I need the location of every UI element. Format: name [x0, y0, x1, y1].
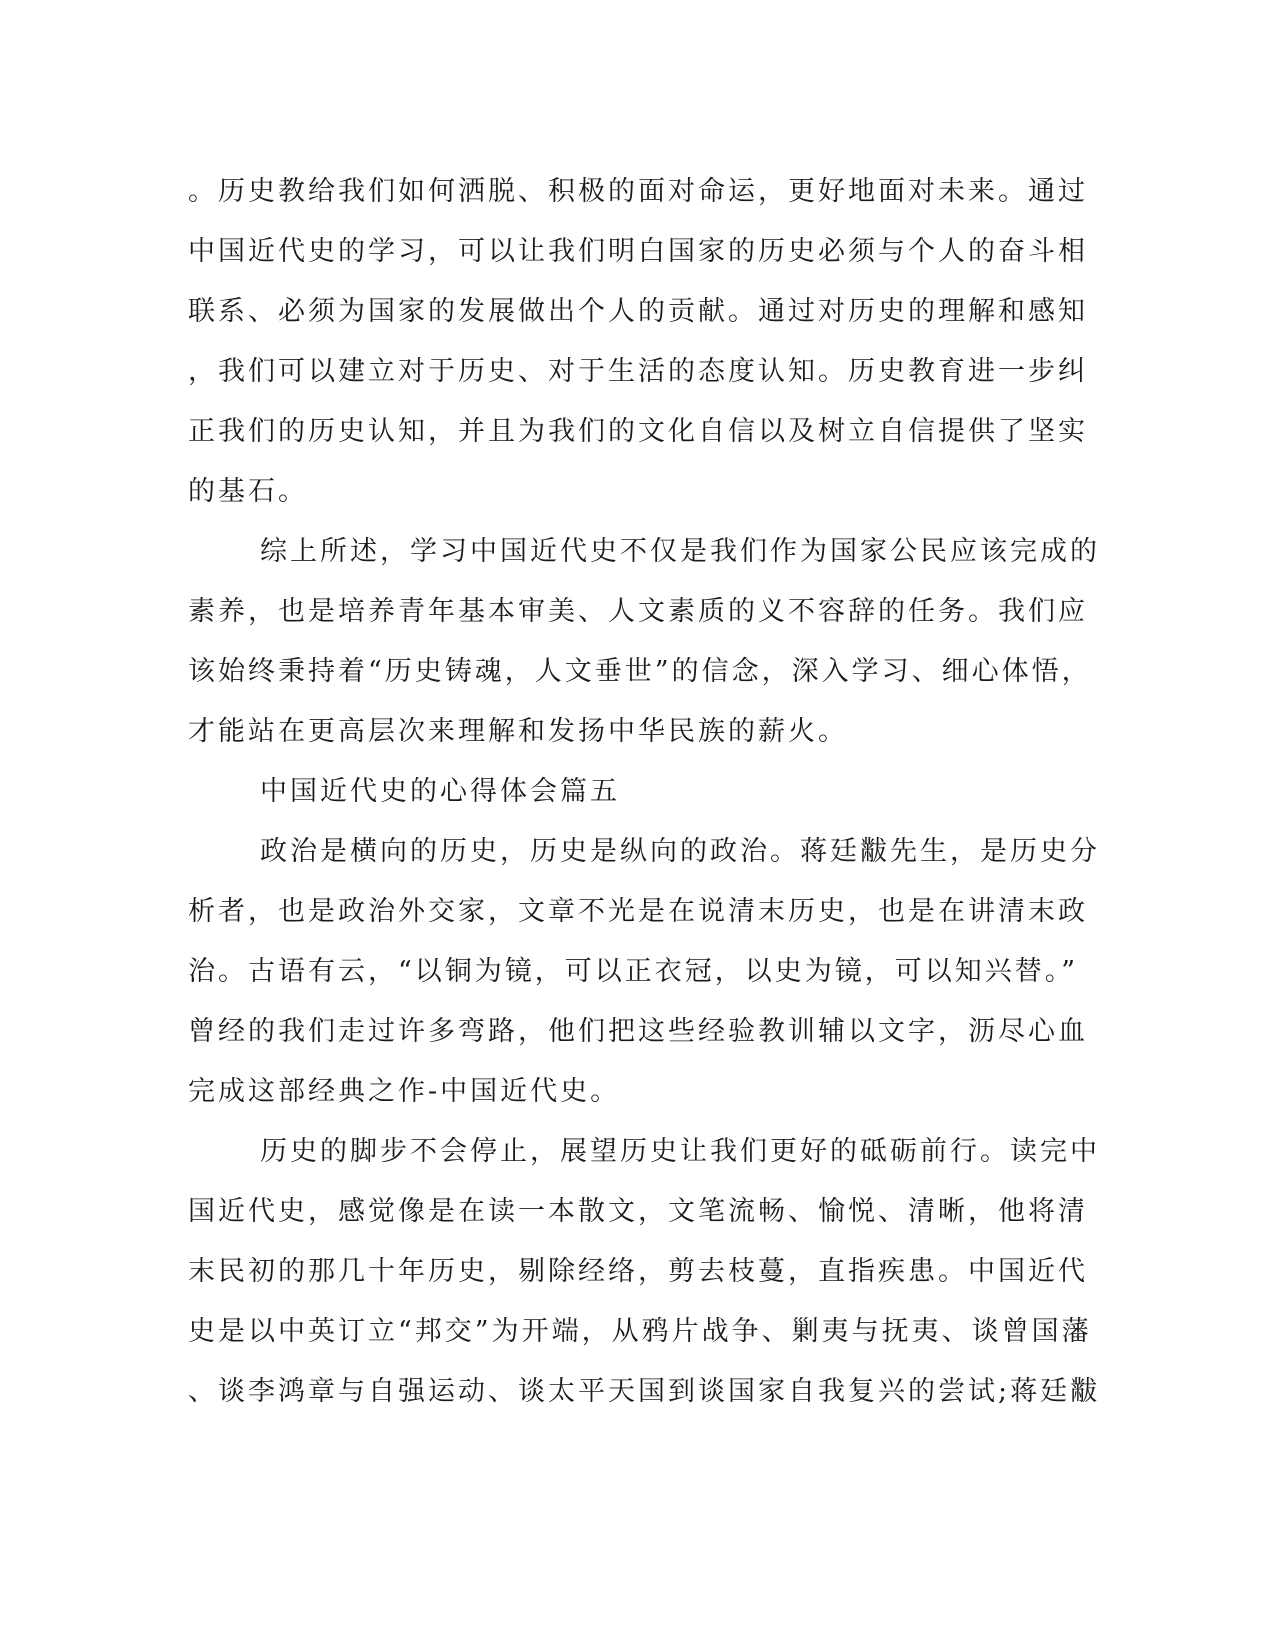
text-line: 该始终秉持着“历史铸魂，人文垂世”的信念，深入学习、细心体悟，	[188, 656, 1092, 687]
text-line: 的基石。	[188, 476, 308, 507]
text-line: 、谈李鸿章与自强运动、谈太平天国到谈国家自我复兴的尝试;蒋廷黻	[188, 1376, 1101, 1407]
document-body	[188, 162, 1101, 1422]
paragraph-1	[188, 162, 1088, 522]
text-line: 才能站在更高层次来理解和发扬中华民族的薪火。	[188, 716, 848, 747]
paragraph-3	[188, 822, 1100, 1122]
text-line: 素养，也是培养青年基本审美、人文素质的义不容辞的任务。我们应	[188, 596, 1088, 627]
paragraph-4	[188, 1122, 1101, 1422]
text-line: 联系、必须为国家的发展做出个人的贡献。通过对历史的理解和感知	[188, 296, 1088, 327]
text-line: 治。古语有云，“以铜为镜，可以正衣冠，以史为镜，可以知兴替。”	[188, 956, 1079, 987]
text-line: 。历史教给我们如何洒脱、积极的面对命运，更好地面对未来。通过	[188, 176, 1088, 207]
text-line: 史是以中英订立“邦交”为开端，从鸦片战争、剿夷与抚夷、谈曾国藩	[188, 1316, 1092, 1347]
text-line: 曾经的我们走过许多弯路，他们把这些经验教训辅以文字，沥尽心血	[188, 1016, 1088, 1047]
paragraph-2	[188, 522, 1100, 762]
text-line: 末民初的那几十年历史，剔除经络，剪去枝蔓，直指疾患。中国近代	[188, 1256, 1088, 1287]
text-line: ，我们可以建立对于历史、对于生活的态度认知。历史教育进一步纠	[188, 356, 1088, 387]
text-line: 综上所述，学习中国近代史不仅是我们作为国家公民应该完成的	[260, 536, 1100, 567]
text-line: 析者，也是政治外交家，文章不光是在说清末历史，也是在讲清末政	[188, 896, 1088, 927]
section-heading	[188, 762, 1068, 822]
text-line: 正我们的历史认知，并且为我们的文化自信以及树立自信提供了坚实	[188, 416, 1088, 447]
text-line: 完成这部经典之作-中国近代史。	[188, 1076, 621, 1107]
heading-text: 中国近代史的心得体会篇五	[260, 776, 620, 807]
text-line: 历史的脚步不会停止，展望历史让我们更好的砥砺前行。读完中	[260, 1136, 1100, 1167]
text-line: 政治是横向的历史，历史是纵向的政治。蒋廷黻先生，是历史分	[260, 836, 1100, 867]
text-line: 中国近代史的学习，可以让我们明白国家的历史必须与个人的奋斗相	[188, 236, 1088, 267]
text-line: 国近代史，感觉像是在读一本散文，文笔流畅、愉悦、清晰，他将清	[188, 1196, 1088, 1227]
